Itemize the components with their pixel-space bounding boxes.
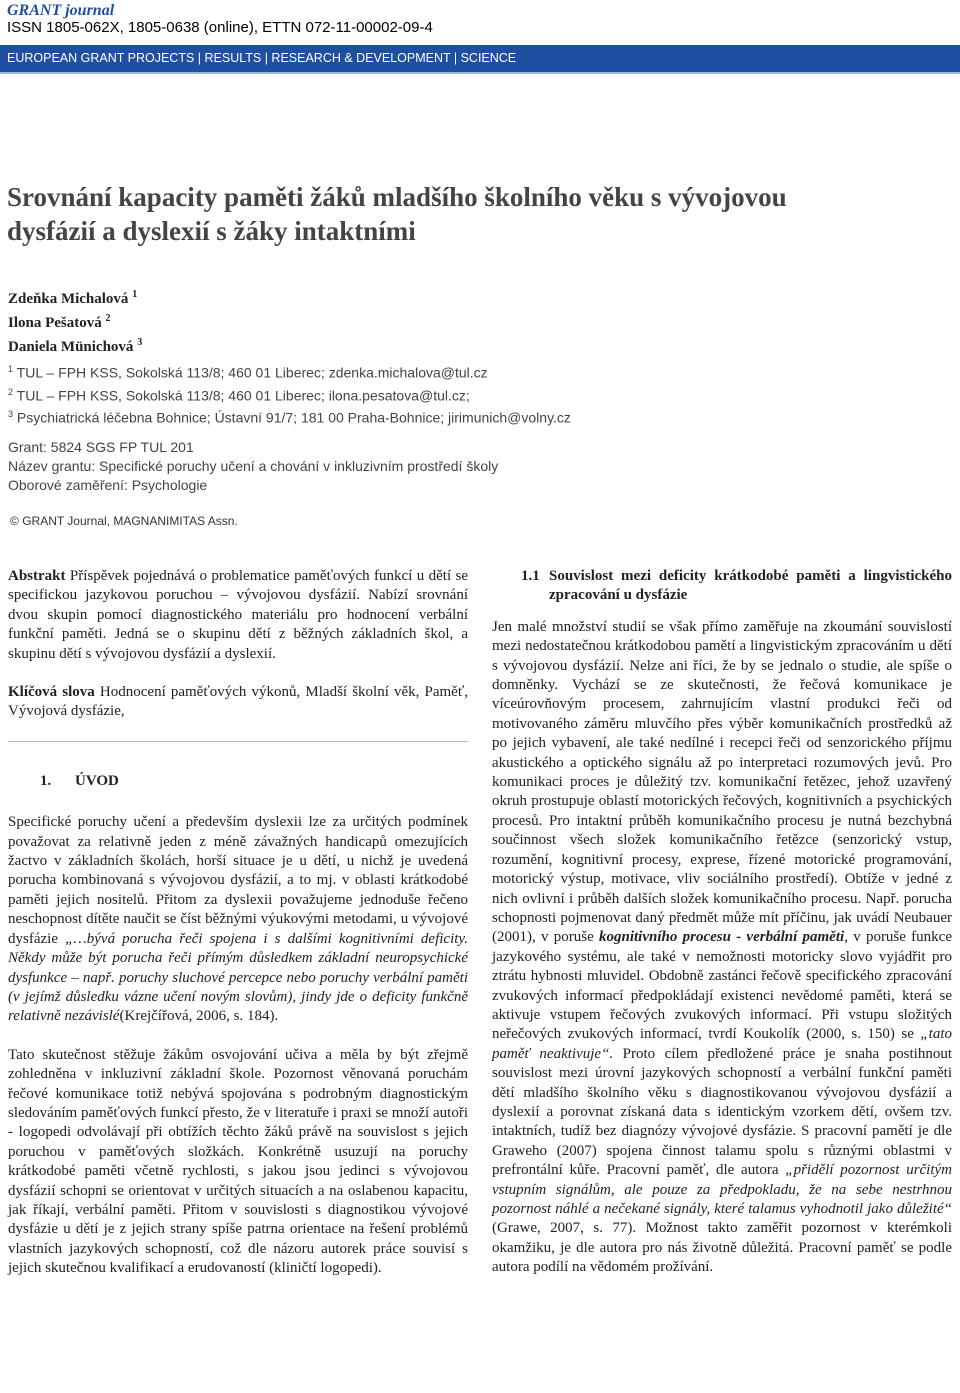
keywords-label: Klíčová slova [8, 684, 95, 701]
title-line-1: Srovnání kapacity paměti žáků mladšího školního věku s vývojovou [7, 182, 787, 212]
affiliation: $^3$ Psychiatrická léčebna Bohnice; Ústavní 91/7; 181 00 Praha-Bohnice; jirimunich@volny.cz [8, 409, 571, 426]
journal-name: GRANT journal [7, 2, 115, 19]
author: Zdeňka Michalová $^1$ [8, 289, 138, 307]
affiliation: $^2$ TUL – FPH KSS, Sokolská 113/8; 460 01 Liberec; ilona.pesatova@tul.cz; [8, 386, 470, 404]
citation: (Krejčířová, 2006, s. 184). [119, 1008, 279, 1025]
title-line-2: dysfázií a dyslexií s žáky intaktními [7, 216, 416, 246]
copyright-icon: © [10, 514, 19, 528]
author: Ilona Pešatová $^2$ [8, 313, 111, 331]
abstract-text: Příspěvek pojednává o problematice paměťových funkcí u dětí se specifickou jazykovou poruchou – vývojovou dysfázií. Nabízí srovnání dvou skupin pomocí diagnostického materiálu pro hodnocení verbální funkční paměti. Jedná se o skupinu dětí z běžných základních škol, a skupinu dětí s vývojovou dysfázií a dyslexií. [8, 568, 469, 662]
grant-number: Grant: 5824 SGS FP TUL 201 [8, 439, 194, 455]
copyright-line [10, 514, 238, 528]
grant-name: Název grantu: Specifické poruchy učení a chování v inkluzivním prostředí školy [8, 458, 499, 474]
subsection-title: Souvislost mezi deficity krátkodobé paměti a lingvistického zpracování u dysfázie [549, 568, 952, 604]
keywords-text: Hodnocení paměťových výkonů, Mladší školní věk, Paměť, Vývojová dysfázie, [8, 684, 468, 720]
paragraph: Tato skutečnost stěžuje žákům osvojování učiva a měla by být zřejmě zohledněna v inkluzivní základní škole. Pozornost věnovaná poruchám řečové komunikace totiž nebývá spojována s podrobným diagnostickým sledováním paměťových funkcí přesto, že v literatuře i praxi se množí autoři - logopedi odvolávají při obtížích těchto žáků právě na souvislost s jejich poruchou v paměťových složkách. Konkrétně usuzují na poruchy krátkodobé paměti včetně rychlosti, s jakou jsou jedinci s vývojovou dysfázií schopni se orientovat v určitých situacích a na oslabenou kapacitu, jak říkají, verbální paměti. Přitom v souvislosti s diagnostikou vývojové dysfázie u dětí je z jejich strany spíše patrna orientace na řešení problémů vlastních jazykových schopností, což dle názoru autorek práce souvisí s jejich skutečnou kvalifikací a erudovaností (kliničtí logopedi). [8, 1046, 468, 1277]
abstract-label: Abstrakt [8, 568, 66, 584]
issn-line: ISSN 1805-062X, 1805-0638 (online), ETTN 072-11-00002-09-4 [7, 19, 433, 36]
grant-field: Oborové zaměření: Psychologie [8, 477, 208, 493]
emphasis: kognitivního procesu - verbální paměti [599, 929, 845, 946]
affiliation-list [8, 360, 571, 428]
banner-rule [0, 72, 960, 74]
paragraph: Specifické poruchy učení a především dyslexii lze za určitých podmínek považovat za relativně jeden z méně závažných handicapů omezujících žactvo v základních školách, horší situace je u dětí, u nichž je uvedená porucha kombinovaná s vývojovou dysfázií, a to mj. v oblasti krátkodobé paměti jejich nositelů. Přitom za dyslexii považujeme jednoduše řečeno neschopnost dítěte naučit se číst běžnými výukovými metodami, u vývojové dysfázie „…bývá porucha řeči spojena i s dalšími kognitivními deficity. Někdy může být porucha řeči přímým důsledkem základní neuropsychické dysfunkce – např. poruchy sluchové percepce nebo poruchy verbální paměti (v jejímž důsledku vázne učení novým slovům), jindy jde o deficity funkčně relativně nezávislé(Krejčířová, 2006, s. 184). [8, 814, 469, 1025]
quote: „přidělí pozornost určitým vstupním signálům, ale pouze za předpokladu, že na sebe nestrhnou pozornost náhlé a nečekané signály, které talamus vyhodnotil jako důležité“ [492, 1162, 953, 1217]
section-title: ÚVOD [75, 772, 119, 789]
author-list [8, 285, 142, 357]
subsection-number: 1.1 [521, 568, 540, 584]
quote: „…bývá porucha řeči spojena i s dalšími kognitivními deficity. Někdy může být porucha řeči přímým důsledkem základní neuropsychické dysfunkce – např. poruchy sluchové percepce nebo poruchy verbální paměti (v jejímž důsledku vázne učení novým slovům), jindy jde o deficity funkčně relativně nezávislé [8, 930, 469, 1025]
affiliation: $^1$ TUL – FPH KSS, Sokolská 113/8; 460 01 Liberec; zdenka.michalova@tul.cz [8, 364, 488, 381]
subsection-heading [492, 567, 952, 606]
copyright-text: GRANT Journal, MAGNANIMITAS Assn. [22, 514, 238, 528]
section-heading [40, 772, 468, 791]
keywords [8, 683, 468, 722]
section-number: 1. [40, 772, 52, 789]
paragraph: Jen malé množství studií se však přímo zaměřuje na zkoumání souvislostí mezi nedostatečnou krátkodobou pamětí a lingvistickým zpracováním u dětí s vývojovou dysfázií. Nelze ani říci, že by se jednalo o studie, ale spíše o domněnky. Vychází se ze skutečnosti, že řečová komunikace je víceúrovňovým procesem, zahrnujícím vlastní produkci řeči od motivovaného záměru mluvčího přes výběr komunikačních prostředků až po jejich vybavení, ale také nedílné i recepci řeči od senzorického příjmu akustického a optického signálu až po interpretaci rozumových jevů. Pro komunikaci proces je důležitý tzv. komunikační řetězec, jehož uzavřený okruh prostupuje oblastí motorických řečových, kognitivních a psychických procesů. Pro intaktní průběh komunikačního procesu je nutná bezchybná součinnost všech složek komunikačního řetězce (senzorický vstup, rozumění, kognitivní procesy, exprese, řízené motorické programování, motorický výstup, motivace, vliv sociálního prostředí). Obtíže v jedné z nich ovlivní i průběh dalších složek komunikačního procesu. Např. porucha schopnosti pojmenovat daný předmět může mít příčinu, jak uvádí Neubauer (2001), v poruše kognitivního procesu - verbální paměti, v poruše funkce jazykového systému, ale také v nemožnosti motoricky slovo vyjádřit pro ztrátu hybnosti mluvidel. Obdobně zastánci řečově specifického zpracování zvukových informací předpokládají existenci nevědomé paměti, která se aktivuje vstupem řečových zvukových informací. Při vstupu složitých neřečových zvukových informací, tvrdí Koukolík (2000, s. 150) se „tato paměť neaktivuje“. Proto cílem předložené práce je snaha postihnout souvislost mezi úrovní jazykových schopností a verbální funkční paměti dětí mladšího školního věku s diagnostikovanou vývojovou dysfázií a dyslexií a porovnat získaná data s identickým vzorkem dětí, ovšem tzv. intaktních, tudíž bez diagnózy vývojové dysfázie. S pracovní pamětí je dle Graweho (2007) spojena činnost talamu spolu s různými oblastmi v prefrontální kůře. Pracovní paměť, dle autora „přidělí pozornost určitým vstupním signálům, ale pouze za předpokladu, že na sebe nestrhnou pozornost náhlé a nečekané signály, které talamus vyhodnotil jako důležité“ (Grawe, 2007, s. 77). Možnost takto zaměřit pozornost v kterémkoli okamžiku, je dle autora pro nás životně důležitá. Pracovní paměť se podle autora podílí na vědomém prožívání. [492, 618, 953, 1276]
journal-banner: EUROPEAN GRANT PROJECTS | RESULTS | RESEARCH & DEVELOPMENT | SCIENCE [0, 45, 960, 72]
author: Daniela Münichová $^3$ [8, 337, 143, 355]
abstract [8, 567, 468, 664]
quote: „tato paměť neaktivuje“. [492, 1026, 953, 1062]
divider [8, 741, 468, 742]
grant-info [8, 438, 498, 495]
article-title [7, 180, 947, 248]
right-column [492, 567, 952, 1297]
left-column [8, 567, 468, 1298]
